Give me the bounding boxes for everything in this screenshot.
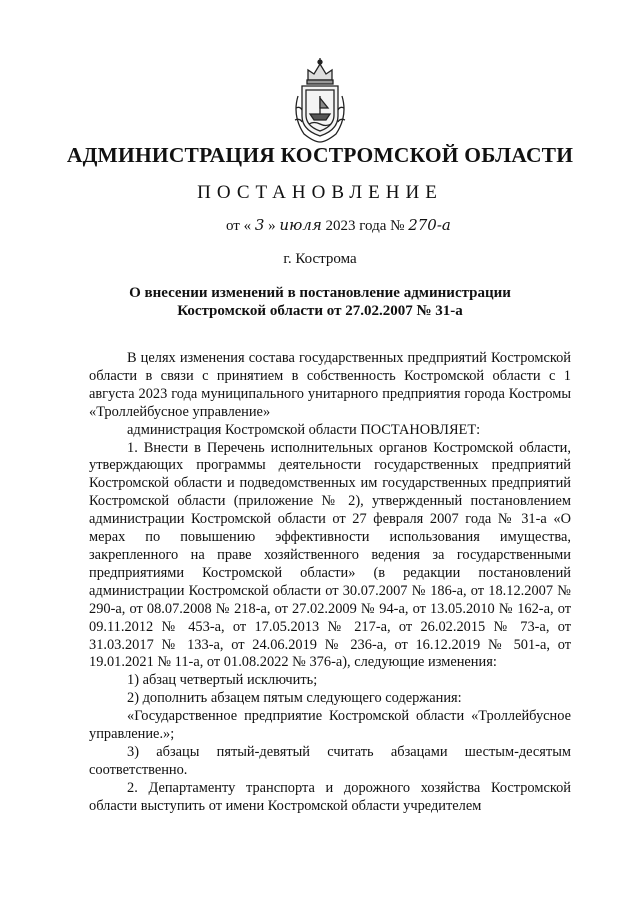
paragraph-subitem-3: 3) абзацы пятый-девятый считать абзацами шестым-десятым соответственно. <box>89 743 571 778</box>
city: г. Кострома <box>283 251 357 267</box>
document-body <box>89 350 571 816</box>
agency-title: АДМИНИСТРАЦИЯ КОСТРОМСКОЙ ОБЛАСТИ <box>66 143 574 167</box>
paragraph-quote: «Государственное предприятие Костромской области «Троллейбусное управление.»; <box>89 708 571 743</box>
paragraph-subitem-2: 2) дополнить абзацем пятым следующего содержания: <box>127 690 462 707</box>
paragraph-subitem-1: 1) абзац четвертый исключить; <box>127 672 318 689</box>
date-day: 3 <box>254 216 265 234</box>
paragraph-preamble: В целях изменения состава государственных предприятий Костромской области в связи с принятием в собственность Костромской области с 1 августа 2023 года муниципального унитарного предприятия города Костромы «Троллейбусное управление» <box>89 350 571 420</box>
date-month: июля <box>279 216 322 234</box>
date-line <box>226 216 451 235</box>
document-number: 270-а <box>408 216 451 234</box>
subject-heading <box>110 284 530 320</box>
subject-line-1: О внесении изменений в постановление администрации <box>129 285 511 301</box>
coat-of-arms-icon <box>290 56 350 146</box>
date-prefix: от « <box>226 218 252 234</box>
paragraph-item-2: 2. Департаменту транспорта и дорожного хозяйства Костромской области выступить от имени Костромской области учредителем <box>89 779 571 814</box>
paragraph-resolves: администрация Костромской области ПОСТАНОВЛЯЕТ: <box>127 421 481 438</box>
date-separator: » <box>268 218 276 234</box>
date-year: 2023 года № <box>325 218 405 234</box>
subject-line-2: Костромской области от 27.02.2007 № 31-а <box>177 303 463 319</box>
document-type: ПОСТАНОВЛЕНИЕ <box>197 182 443 203</box>
paragraph-item-1: 1. Внести в Перечень исполнительных органов Костромской области, утверждающих программы деятельности государственных предприятий Костромской области и подведомственных им государственных предприятий Костромской области (приложение № 2), утвержденный постановлением администрации Костромской области от 27 февраля 2007 года № 31-а «О мерах по повышению эффективности использования имущества, закрепленного на праве хозяйственного ведения за государственными предприятиями Костромской области» (в редакции постановлений администрации Костромской области от 30.07.2007 № 186-а, от 18.12.2007 № 290-а, от 08.07.2008 № 218-а, от 27.02.2009 № 94-а, от 13.05.2010 № 162-а, от 09.11.2012 № 453-а, от 17.05.2013 № 217-а, от 26.02.2015 № 73-а, от 31.03.2017 № 133-а, от 24.06.2019 № 236-а, от 16.12.2019 № 501-а, от 19.01.2021 № 11-а, от 01.08.2022 № 376-а), следующие изменения: <box>89 439 571 671</box>
